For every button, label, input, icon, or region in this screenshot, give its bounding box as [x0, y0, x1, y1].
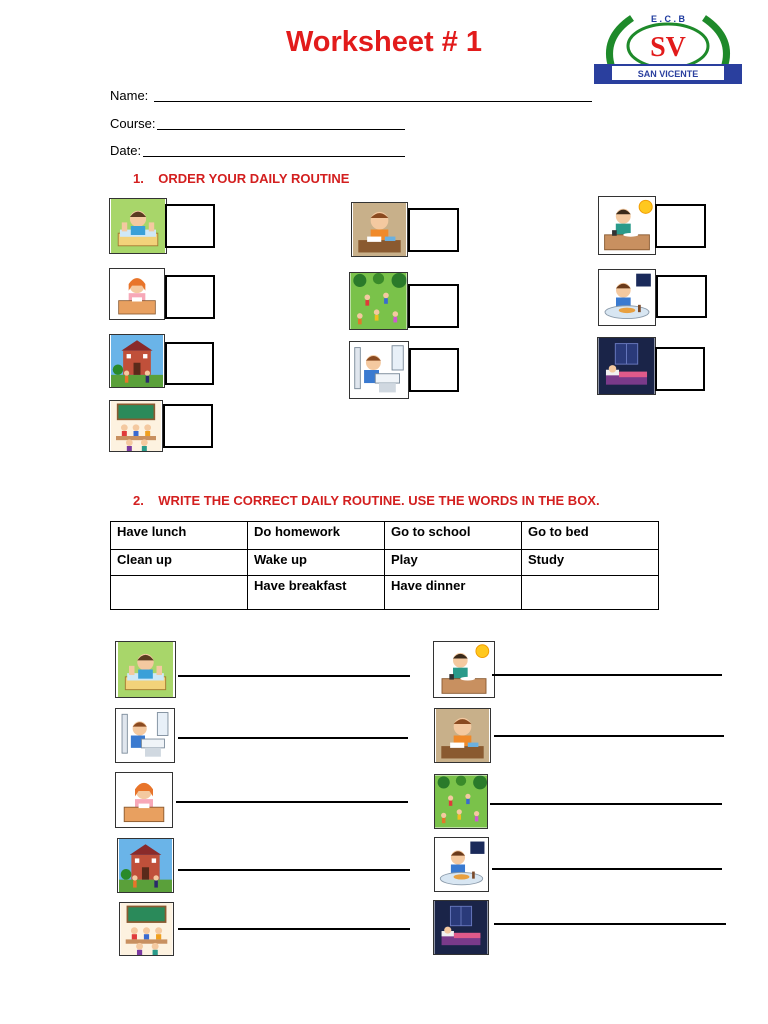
- word-cell: [522, 576, 659, 610]
- word-cell: Study: [522, 550, 659, 576]
- svg-text:SAN VICENTE: SAN VICENTE: [637, 69, 699, 79]
- order-box[interactable]: [165, 342, 214, 385]
- answer-line[interactable]: [492, 868, 722, 870]
- answer-line[interactable]: [178, 869, 410, 871]
- study-icon: [115, 772, 173, 828]
- svg-text:SV: SV: [650, 32, 686, 63]
- word-cell: Do homework: [248, 522, 385, 550]
- course-label: Course:: [110, 116, 156, 131]
- answer-line[interactable]: [178, 675, 410, 677]
- order-box[interactable]: [408, 284, 459, 328]
- wake-up-icon: [109, 198, 167, 254]
- answer-line[interactable]: [178, 737, 408, 739]
- date-label: Date:: [110, 143, 142, 158]
- section1-heading: 1. ORDER YOUR DAILY ROUTINE: [133, 171, 350, 186]
- word-cell: Go to bed: [522, 522, 659, 550]
- name-line[interactable]: [154, 101, 592, 102]
- homework-icon: [434, 708, 491, 763]
- worksheet-title: Worksheet # 1: [285, 26, 483, 58]
- school-icon: [117, 838, 174, 893]
- order-box[interactable]: [656, 275, 707, 318]
- play-icon: [434, 774, 488, 829]
- order-box[interactable]: [165, 275, 215, 319]
- word-cell: Have breakfast: [248, 576, 385, 610]
- word-cell: Have dinner: [385, 576, 522, 610]
- dinner-icon: [434, 837, 489, 892]
- school-logo: [592, 8, 744, 86]
- word-cell: Have lunch: [111, 522, 248, 550]
- course-line[interactable]: [157, 129, 405, 130]
- word-box-table: [110, 521, 659, 610]
- word-cell: Clean up: [111, 550, 248, 576]
- answer-line[interactable]: [494, 923, 726, 925]
- breakfast-icon: [433, 641, 495, 698]
- study-icon: [109, 268, 165, 320]
- name-label: Name:: [110, 88, 149, 103]
- section2-heading: 2. WRITE THE CORRECT DAILY ROUTINE. USE THE WORDS IN THE BOX.: [133, 493, 600, 508]
- answer-line[interactable]: [494, 735, 724, 737]
- brush-teeth-icon: [115, 708, 175, 763]
- classroom-icon: [109, 400, 163, 452]
- word-cell: [111, 576, 248, 610]
- classroom-icon: [119, 902, 174, 956]
- order-box[interactable]: [165, 204, 215, 248]
- dinner-icon: [598, 269, 656, 326]
- order-box[interactable]: [163, 404, 213, 448]
- word-cell: Play: [385, 550, 522, 576]
- play-icon: [349, 272, 408, 330]
- word-cell: Wake up: [248, 550, 385, 576]
- answer-line[interactable]: [176, 801, 408, 803]
- bed-icon: [597, 337, 656, 395]
- answer-line[interactable]: [492, 674, 722, 676]
- brush-teeth-icon: [349, 341, 409, 399]
- order-box[interactable]: [655, 347, 705, 391]
- homework-icon: [351, 202, 408, 257]
- wake-up-icon: [115, 641, 176, 698]
- school-icon: [109, 334, 165, 388]
- word-cell: Go to school: [385, 522, 522, 550]
- breakfast-icon: [598, 196, 656, 255]
- date-line[interactable]: [143, 156, 405, 157]
- answer-line[interactable]: [178, 928, 410, 930]
- order-box[interactable]: [655, 204, 706, 248]
- bed-icon: [433, 900, 489, 955]
- svg-text:E . C . B: E . C . B: [650, 14, 686, 24]
- order-box[interactable]: [408, 208, 459, 252]
- answer-line[interactable]: [490, 803, 722, 805]
- order-box[interactable]: [409, 348, 459, 392]
